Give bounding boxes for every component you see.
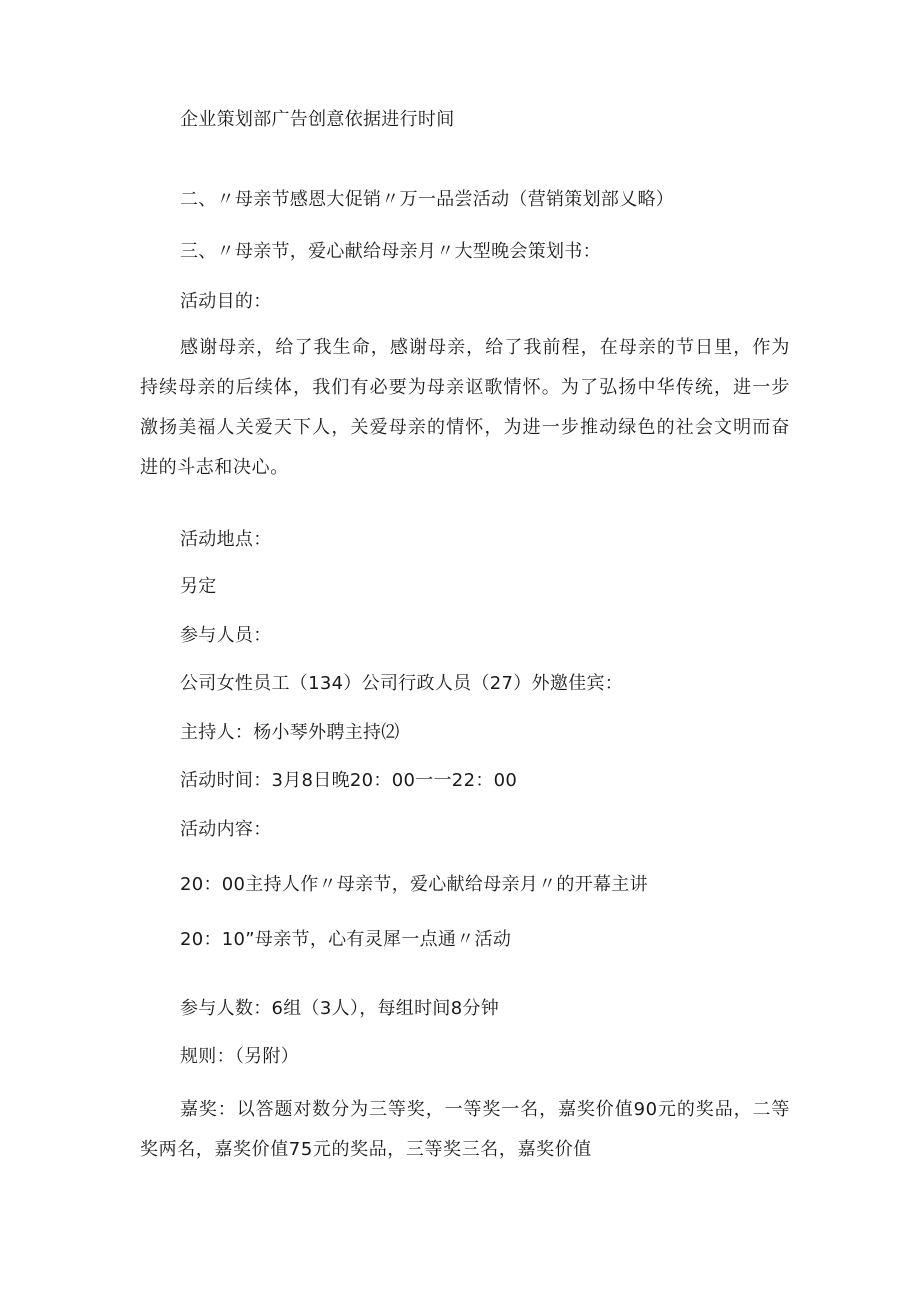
group-info: 参与人数：6组（3人），每组时间8分钟 [180, 998, 500, 1019]
location-label: 活动地点： [180, 529, 272, 550]
prize-paragraph: 嘉奖：以答题对数分为三等奖，一等奖一名，嘉奖价值90元的奖品，二等奖两名，嘉奖价值75元的奖品，三等奖三名，嘉奖价值 [140, 1099, 790, 1160]
document-heading: 企业策划部广告创意依据进行时间 [180, 109, 455, 130]
participants-value: 公司女性员工（134）公司行政人员（27）外邀佳宾： [180, 673, 624, 694]
time-line: 活动时间：3月8日晚20：00一一22：00 [180, 770, 518, 791]
content-item-1: 20：00主持人作〃母亲节，爱心献给母亲月〃的开幕主讲 [180, 874, 648, 895]
purpose-label: 活动目的： [180, 291, 272, 312]
rules-line: 规则：（另附） [180, 1046, 300, 1067]
content-item-2: 20：10”母亲节，心有灵犀一点通〃活动 [180, 929, 512, 950]
purpose-paragraph: 感谢母亲，给了我生命，感谢母亲，给了我前程，在母亲的节日里，作为持续母亲的后续体，我们有必要为母亲讴歌情怀。为了弘扬中华传统，进一步激扬美福人关爱天下人，关爱母亲的情怀，为进一步推动绿色的社会文明而奋进的斗志和决心。 [140, 337, 790, 478]
location-value: 另定 [180, 576, 217, 597]
host-line: 主持人：杨小琴外聘主持⑵ [180, 722, 400, 743]
section-two-title: 二、〃母亲节感恩大促销〃万一品尝活动（营销策划部乂略） [180, 189, 675, 210]
content-label: 活动内容： [180, 819, 272, 840]
participants-label: 参与人员： [180, 625, 272, 646]
section-three-title: 三、〃母亲节，爱心献给母亲月〃大型晚会策划书： [180, 241, 601, 262]
